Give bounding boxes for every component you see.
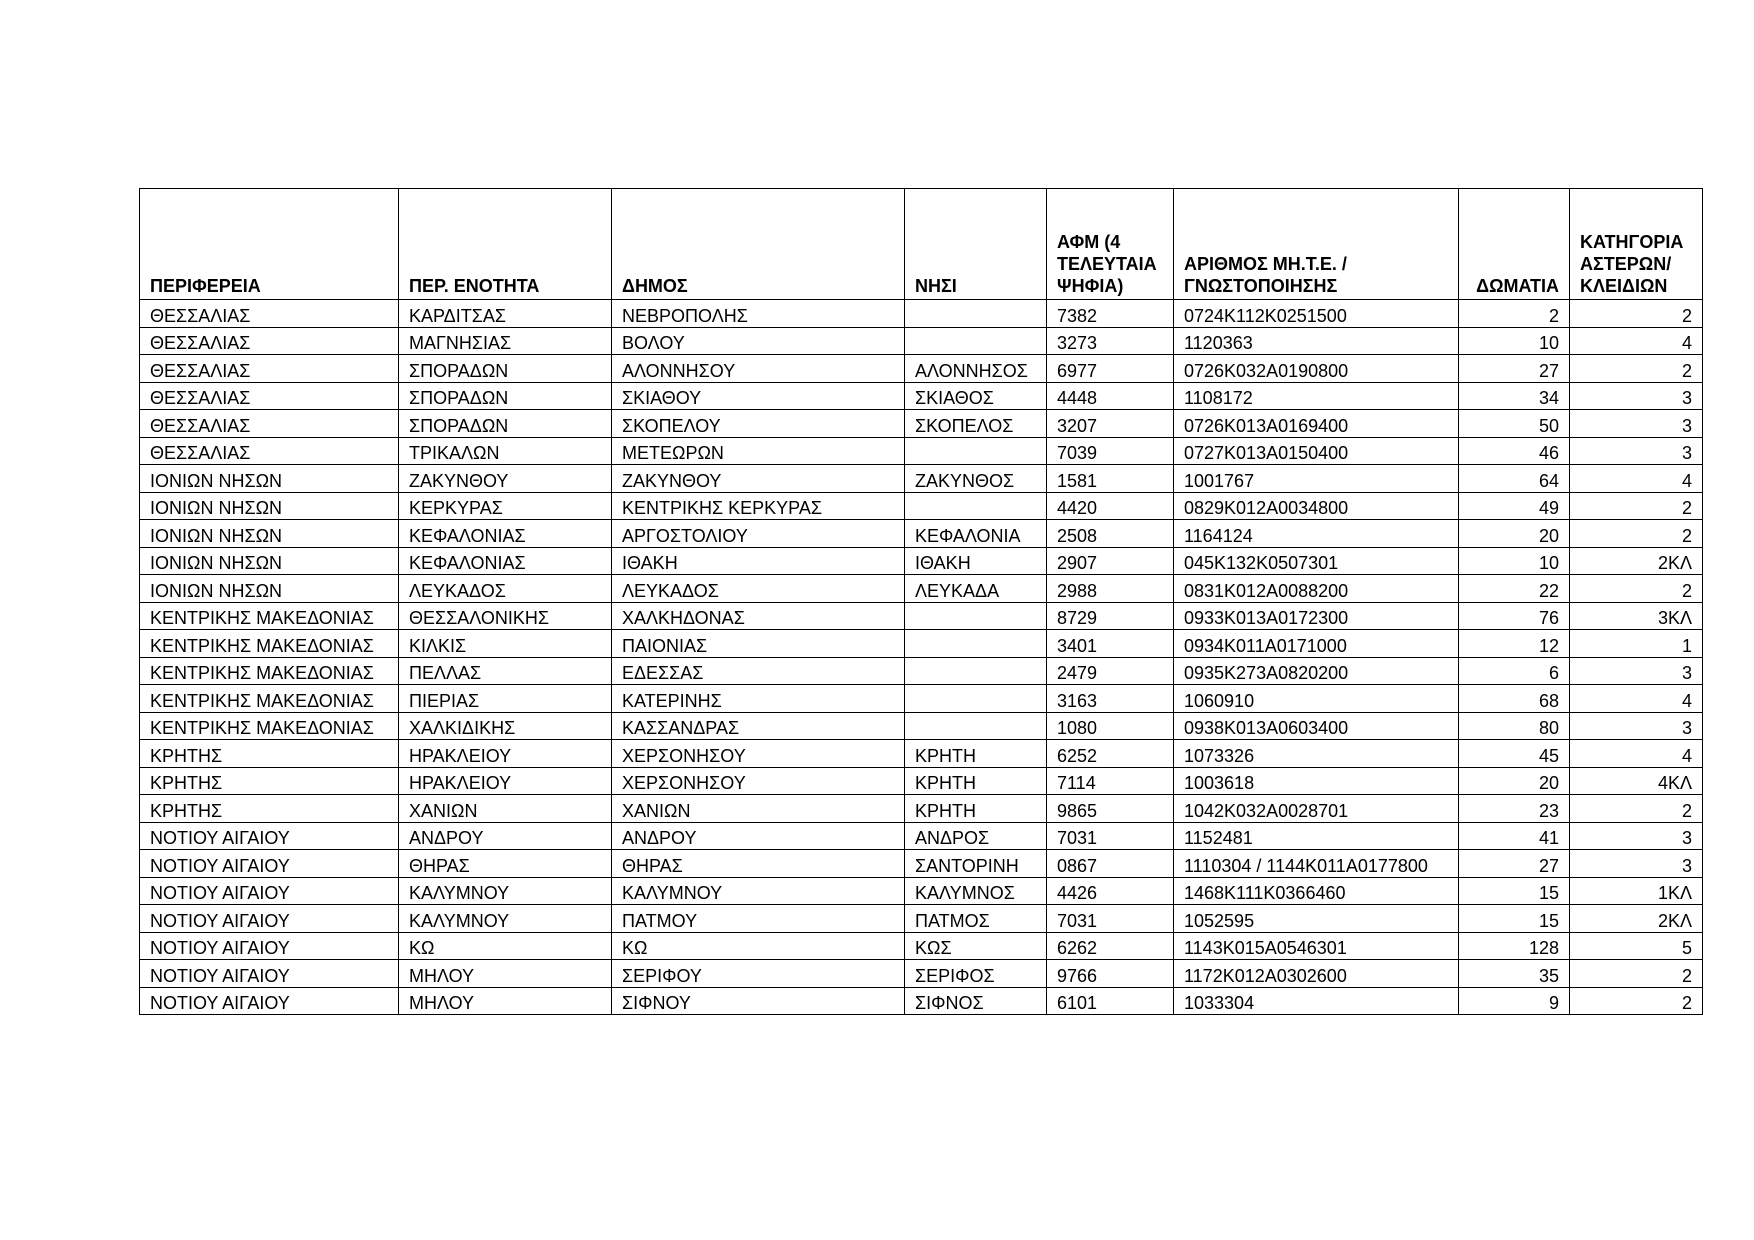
cell-nisi: ΣΚΙΑΘΟΣ — [905, 382, 1047, 410]
cell-per-enotita: ΚΙΛΚΙΣ — [399, 630, 612, 658]
cell-katigoria: 2 — [1570, 300, 1703, 328]
cell-dimos: ΚΑΣΣΑΝΔΡΑΣ — [612, 712, 905, 740]
cell-katigoria: 5 — [1570, 932, 1703, 960]
cell-katigoria: 2 — [1570, 987, 1703, 1015]
cell-mite-number: 1042K032A0028701 — [1174, 795, 1459, 823]
cell-katigoria: 1ΚΛ — [1570, 877, 1703, 905]
cell-nisi: ΙΘΑΚΗ — [905, 547, 1047, 575]
cell-dimos: ΜΕΤΕΩΡΩΝ — [612, 437, 905, 465]
cell-katigoria: 1 — [1570, 630, 1703, 658]
accommodation-table — [139, 188, 1703, 1015]
cell-katigoria: 2 — [1570, 795, 1703, 823]
table-row — [140, 877, 1703, 905]
cell-domatia: 49 — [1459, 492, 1570, 520]
cell-katigoria: 4 — [1570, 740, 1703, 768]
cell-per-enotita: ΜΗΛΟΥ — [399, 960, 612, 988]
cell-periferia: ΚΡΗΤΗΣ — [140, 740, 399, 768]
cell-nisi: ΚΡΗΤΗ — [905, 795, 1047, 823]
cell-periferia: ΝΟΤΙΟΥ ΑΙΓΑΙΟΥ — [140, 822, 399, 850]
cell-per-enotita: ΗΡΑΚΛΕΙΟΥ — [399, 740, 612, 768]
cell-afm: 9766 — [1047, 960, 1174, 988]
cell-afm: 7114 — [1047, 767, 1174, 795]
cell-mite-number: 0724K112K0251500 — [1174, 300, 1459, 328]
cell-per-enotita: ΧΑΝΙΩΝ — [399, 795, 612, 823]
cell-afm: 6977 — [1047, 355, 1174, 383]
cell-domatia: 15 — [1459, 877, 1570, 905]
cell-domatia: 6 — [1459, 657, 1570, 685]
cell-periferia: ΚΕΝΤΡΙΚΗΣ ΜΑΚΕΔΟΝΙΑΣ — [140, 602, 399, 630]
cell-periferia: ΙΟΝΙΩΝ ΝΗΣΩΝ — [140, 465, 399, 493]
cell-mite-number: 1143K015A0546301 — [1174, 932, 1459, 960]
cell-mite-number: 1073326 — [1174, 740, 1459, 768]
cell-mite-number: 1110304 / 1144K011A0177800 — [1174, 850, 1459, 878]
cell-domatia: 9 — [1459, 987, 1570, 1015]
cell-katigoria: 3 — [1570, 437, 1703, 465]
cell-domatia: 2 — [1459, 300, 1570, 328]
cell-per-enotita: ΘΗΡΑΣ — [399, 850, 612, 878]
cell-per-enotita: ΛΕΥΚΑΔΟΣ — [399, 575, 612, 603]
cell-afm: 2988 — [1047, 575, 1174, 603]
cell-dimos: ΒΟΛΟΥ — [612, 327, 905, 355]
cell-domatia: 64 — [1459, 465, 1570, 493]
cell-nisi: ΣΑΝΤΟΡΙΝΗ — [905, 850, 1047, 878]
cell-domatia: 12 — [1459, 630, 1570, 658]
cell-dimos: ΑΛΟΝΝΗΣΟΥ — [612, 355, 905, 383]
cell-per-enotita: ΚΕΡΚΥΡΑΣ — [399, 492, 612, 520]
cell-dimos: ΝΕΒΡΟΠΟΛΗΣ — [612, 300, 905, 328]
cell-mite-number: 0831K012A0088200 — [1174, 575, 1459, 603]
cell-dimos: ΧΑΛΚΗΔΟΝΑΣ — [612, 602, 905, 630]
cell-domatia: 10 — [1459, 327, 1570, 355]
cell-katigoria: 4 — [1570, 465, 1703, 493]
cell-mite-number: 0935K273A0820200 — [1174, 657, 1459, 685]
cell-dimos: ΠΑΙΟΝΙΑΣ — [612, 630, 905, 658]
cell-nisi: ΣΕΡΙΦΟΣ — [905, 960, 1047, 988]
cell-katigoria: 3 — [1570, 712, 1703, 740]
cell-periferia: ΚΕΝΤΡΙΚΗΣ ΜΑΚΕΔΟΝΙΑΣ — [140, 712, 399, 740]
cell-per-enotita: ΤΡΙΚΑΛΩΝ — [399, 437, 612, 465]
cell-mite-number: 0726K013A0169400 — [1174, 410, 1459, 438]
cell-domatia: 76 — [1459, 602, 1570, 630]
cell-per-enotita: ΚΕΦΑΛΟΝΙΑΣ — [399, 520, 612, 548]
table-row — [140, 575, 1703, 603]
cell-domatia: 41 — [1459, 822, 1570, 850]
cell-mite-number: 1468K111K0366460 — [1174, 877, 1459, 905]
table-body — [140, 300, 1703, 1015]
cell-periferia: ΙΟΝΙΩΝ ΝΗΣΩΝ — [140, 547, 399, 575]
cell-afm: 4426 — [1047, 877, 1174, 905]
table-row — [140, 382, 1703, 410]
cell-afm: 3273 — [1047, 327, 1174, 355]
cell-dimos: ΕΔΕΣΣΑΣ — [612, 657, 905, 685]
cell-nisi: ΑΝΔΡΟΣ — [905, 822, 1047, 850]
cell-domatia: 27 — [1459, 850, 1570, 878]
cell-dimos: ΣΕΡΙΦΟΥ — [612, 960, 905, 988]
cell-domatia: 50 — [1459, 410, 1570, 438]
cell-afm: 6101 — [1047, 987, 1174, 1015]
cell-katigoria: 2 — [1570, 575, 1703, 603]
table-row — [140, 905, 1703, 933]
cell-nisi — [905, 712, 1047, 740]
cell-nisi: ΚΩΣ — [905, 932, 1047, 960]
cell-katigoria: 2 — [1570, 492, 1703, 520]
cell-katigoria: 3 — [1570, 382, 1703, 410]
cell-mite-number: 1164124 — [1174, 520, 1459, 548]
cell-nisi — [905, 327, 1047, 355]
cell-domatia: 20 — [1459, 520, 1570, 548]
cell-afm: 7031 — [1047, 822, 1174, 850]
cell-domatia: 34 — [1459, 382, 1570, 410]
table-row — [140, 685, 1703, 713]
cell-afm: 6262 — [1047, 932, 1174, 960]
cell-periferia: ΝΟΤΙΟΥ ΑΙΓΑΙΟΥ — [140, 932, 399, 960]
cell-katigoria: 3 — [1570, 410, 1703, 438]
cell-afm: 4448 — [1047, 382, 1174, 410]
header-nisi: ΝΗΣΙ — [905, 189, 1047, 300]
cell-afm: 6252 — [1047, 740, 1174, 768]
cell-afm: 0867 — [1047, 850, 1174, 878]
cell-nisi: ΚΡΗΤΗ — [905, 767, 1047, 795]
cell-domatia: 128 — [1459, 932, 1570, 960]
cell-nisi: ΖΑΚΥΝΘΟΣ — [905, 465, 1047, 493]
cell-afm: 2508 — [1047, 520, 1174, 548]
table-row — [140, 960, 1703, 988]
cell-dimos: ΙΘΑΚΗ — [612, 547, 905, 575]
cell-katigoria: 4 — [1570, 327, 1703, 355]
cell-domatia: 15 — [1459, 905, 1570, 933]
cell-mite-number: 0938K013A0603400 — [1174, 712, 1459, 740]
cell-per-enotita: ΠΙΕΡΙΑΣ — [399, 685, 612, 713]
cell-periferia: ΘΕΣΣΑΛΙΑΣ — [140, 437, 399, 465]
cell-periferia: ΘΕΣΣΑΛΙΑΣ — [140, 382, 399, 410]
cell-nisi: ΚΑΛΥΜΝΟΣ — [905, 877, 1047, 905]
cell-mite-number: 0727K013A0150400 — [1174, 437, 1459, 465]
cell-periferia: ΚΕΝΤΡΙΚΗΣ ΜΑΚΕΔΟΝΙΑΣ — [140, 685, 399, 713]
cell-katigoria: 2ΚΛ — [1570, 547, 1703, 575]
table-row — [140, 602, 1703, 630]
cell-per-enotita: ΖΑΚΥΝΘΟΥ — [399, 465, 612, 493]
cell-periferia: ΘΕΣΣΑΛΙΑΣ — [140, 300, 399, 328]
cell-nisi: ΣΙΦΝΟΣ — [905, 987, 1047, 1015]
header-domatia: ΔΩΜΑΤΙΑ — [1459, 189, 1570, 300]
cell-domatia: 46 — [1459, 437, 1570, 465]
table-row — [140, 822, 1703, 850]
cell-dimos: ΘΗΡΑΣ — [612, 850, 905, 878]
cell-per-enotita: ΘΕΣΣΑΛΟΝΙΚΗΣ — [399, 602, 612, 630]
cell-mite-number: 0933K013A0172300 — [1174, 602, 1459, 630]
header-afm: ΑΦΜ (4 ΤΕΛΕΥΤΑΙΑ ΨΗΦΙΑ) — [1047, 189, 1174, 300]
cell-per-enotita: ΜΑΓΝΗΣΙΑΣ — [399, 327, 612, 355]
cell-periferia: ΙΟΝΙΩΝ ΝΗΣΩΝ — [140, 520, 399, 548]
cell-mite-number: 0726K032A0190800 — [1174, 355, 1459, 383]
cell-per-enotita: ΣΠΟΡΑΔΩΝ — [399, 355, 612, 383]
cell-dimos: ΣΚΟΠΕΛΟΥ — [612, 410, 905, 438]
cell-nisi: ΚΡΗΤΗ — [905, 740, 1047, 768]
cell-afm: 4420 — [1047, 492, 1174, 520]
cell-periferia: ΝΟΤΙΟΥ ΑΙΓΑΙΟΥ — [140, 960, 399, 988]
cell-domatia: 80 — [1459, 712, 1570, 740]
table-row — [140, 410, 1703, 438]
cell-katigoria: 2ΚΛ — [1570, 905, 1703, 933]
cell-dimos: ΚΕΝΤΡΙΚΗΣ ΚΕΡΚΥΡΑΣ — [612, 492, 905, 520]
cell-katigoria: 2 — [1570, 520, 1703, 548]
table-row — [140, 850, 1703, 878]
table-row — [140, 520, 1703, 548]
table-row — [140, 740, 1703, 768]
cell-mite-number: 1003618 — [1174, 767, 1459, 795]
cell-periferia: ΚΡΗΤΗΣ — [140, 795, 399, 823]
cell-mite-number: 1033304 — [1174, 987, 1459, 1015]
cell-periferia: ΚΕΝΤΡΙΚΗΣ ΜΑΚΕΔΟΝΙΑΣ — [140, 630, 399, 658]
cell-afm: 3207 — [1047, 410, 1174, 438]
cell-periferia: ΚΡΗΤΗΣ — [140, 767, 399, 795]
cell-nisi: ΛΕΥΚΑΔΑ — [905, 575, 1047, 603]
cell-periferia: ΘΕΣΣΑΛΙΑΣ — [140, 355, 399, 383]
cell-dimos: ΖΑΚΥΝΘΟΥ — [612, 465, 905, 493]
cell-afm: 1581 — [1047, 465, 1174, 493]
cell-afm: 7039 — [1047, 437, 1174, 465]
cell-domatia: 10 — [1459, 547, 1570, 575]
cell-dimos: ΣΙΦΝΟΥ — [612, 987, 905, 1015]
cell-afm: 1080 — [1047, 712, 1174, 740]
cell-afm: 3163 — [1047, 685, 1174, 713]
cell-periferia: ΙΟΝΙΩΝ ΝΗΣΩΝ — [140, 575, 399, 603]
cell-afm: 7031 — [1047, 905, 1174, 933]
cell-domatia: 22 — [1459, 575, 1570, 603]
cell-mite-number: 1172K012A0302600 — [1174, 960, 1459, 988]
cell-nisi — [905, 492, 1047, 520]
cell-periferia: ΝΟΤΙΟΥ ΑΙΓΑΙΟΥ — [140, 905, 399, 933]
cell-periferia: ΝΟΤΙΟΥ ΑΙΓΑΙΟΥ — [140, 987, 399, 1015]
cell-nisi — [905, 602, 1047, 630]
table-row — [140, 547, 1703, 575]
cell-dimos: ΚΑΛΥΜΝΟΥ — [612, 877, 905, 905]
cell-domatia: 45 — [1459, 740, 1570, 768]
cell-domatia: 27 — [1459, 355, 1570, 383]
cell-domatia: 35 — [1459, 960, 1570, 988]
table-row — [140, 987, 1703, 1015]
cell-mite-number: 1120363 — [1174, 327, 1459, 355]
cell-periferia: ΝΟΤΙΟΥ ΑΙΓΑΙΟΥ — [140, 850, 399, 878]
cell-per-enotita: ΑΝΔΡΟΥ — [399, 822, 612, 850]
cell-afm: 3401 — [1047, 630, 1174, 658]
cell-nisi — [905, 437, 1047, 465]
cell-nisi: ΠΑΤΜΟΣ — [905, 905, 1047, 933]
cell-dimos: ΧΑΝΙΩΝ — [612, 795, 905, 823]
cell-domatia: 23 — [1459, 795, 1570, 823]
cell-katigoria: 4 — [1570, 685, 1703, 713]
cell-katigoria: 4ΚΛ — [1570, 767, 1703, 795]
table-row — [140, 712, 1703, 740]
cell-periferia: ΙΟΝΙΩΝ ΝΗΣΩΝ — [140, 492, 399, 520]
table-row — [140, 492, 1703, 520]
cell-afm: 2479 — [1047, 657, 1174, 685]
cell-per-enotita: ΧΑΛΚΙΔΙΚΗΣ — [399, 712, 612, 740]
cell-dimos: ΧΕΡΣΟΝΗΣΟΥ — [612, 767, 905, 795]
table-row — [140, 437, 1703, 465]
header-mite-number: ΑΡΙΘΜΟΣ ΜΗ.Τ.Ε. / ΓΝΩΣΤΟΠΟΙΗΣΗΣ — [1174, 189, 1459, 300]
cell-per-enotita: ΚΑΡΔΙΤΣΑΣ — [399, 300, 612, 328]
cell-per-enotita: ΜΗΛΟΥ — [399, 987, 612, 1015]
cell-periferia: ΘΕΣΣΑΛΙΑΣ — [140, 410, 399, 438]
cell-afm: 8729 — [1047, 602, 1174, 630]
table-row — [140, 932, 1703, 960]
cell-mite-number: 1108172 — [1174, 382, 1459, 410]
cell-per-enotita: ΚΑΛΥΜΝΟΥ — [399, 905, 612, 933]
header-per-enotita: ΠΕΡ. ΕΝΟΤΗΤΑ — [399, 189, 612, 300]
cell-dimos: ΚΩ — [612, 932, 905, 960]
cell-per-enotita: ΚΩ — [399, 932, 612, 960]
cell-per-enotita: ΣΠΟΡΑΔΩΝ — [399, 410, 612, 438]
cell-dimos: ΣΚΙΑΘΟΥ — [612, 382, 905, 410]
table-row — [140, 355, 1703, 383]
cell-katigoria: 3 — [1570, 850, 1703, 878]
cell-dimos: ΑΝΔΡΟΥ — [612, 822, 905, 850]
cell-per-enotita: ΗΡΑΚΛΕΙΟΥ — [399, 767, 612, 795]
cell-katigoria: 3ΚΛ — [1570, 602, 1703, 630]
cell-katigoria: 3 — [1570, 657, 1703, 685]
cell-per-enotita: ΚΑΛΥΜΝΟΥ — [399, 877, 612, 905]
cell-katigoria: 3 — [1570, 822, 1703, 850]
cell-mite-number: 045K132K0507301 — [1174, 547, 1459, 575]
cell-afm: 7382 — [1047, 300, 1174, 328]
cell-domatia: 68 — [1459, 685, 1570, 713]
cell-periferia: ΘΕΣΣΑΛΙΑΣ — [140, 327, 399, 355]
cell-mite-number: 1052595 — [1174, 905, 1459, 933]
table-row — [140, 657, 1703, 685]
header-dimos: ΔΗΜΟΣ — [612, 189, 905, 300]
table-header-row — [140, 189, 1703, 300]
cell-nisi — [905, 657, 1047, 685]
cell-katigoria: 2 — [1570, 960, 1703, 988]
cell-per-enotita: ΚΕΦΑΛΟΝΙΑΣ — [399, 547, 612, 575]
cell-afm: 9865 — [1047, 795, 1174, 823]
cell-domatia: 20 — [1459, 767, 1570, 795]
cell-nisi — [905, 300, 1047, 328]
document-sheet — [139, 188, 1703, 1015]
header-katigoria: ΚΑΤΗΓΟΡΙΑ ΑΣΤΕΡΩΝ/ ΚΛΕΙΔΙΩΝ — [1570, 189, 1703, 300]
table-row — [140, 300, 1703, 328]
cell-katigoria: 2 — [1570, 355, 1703, 383]
header-periferia: ΠΕΡΙΦΕΡΕΙΑ — [140, 189, 399, 300]
cell-mite-number: 1001767 — [1174, 465, 1459, 493]
cell-mite-number: 1152481 — [1174, 822, 1459, 850]
cell-nisi — [905, 630, 1047, 658]
cell-dimos: ΛΕΥΚΑΔΟΣ — [612, 575, 905, 603]
cell-periferia: ΝΟΤΙΟΥ ΑΙΓΑΙΟΥ — [140, 877, 399, 905]
cell-dimos: ΚΑΤΕΡΙΝΗΣ — [612, 685, 905, 713]
cell-mite-number: 0934K011A0171000 — [1174, 630, 1459, 658]
table-row — [140, 327, 1703, 355]
table-row — [140, 767, 1703, 795]
cell-periferia: ΚΕΝΤΡΙΚΗΣ ΜΑΚΕΔΟΝΙΑΣ — [140, 657, 399, 685]
cell-per-enotita: ΣΠΟΡΑΔΩΝ — [399, 382, 612, 410]
table-row — [140, 795, 1703, 823]
cell-nisi: ΣΚΟΠΕΛΟΣ — [905, 410, 1047, 438]
table-row — [140, 465, 1703, 493]
cell-nisi: ΑΛΟΝΝΗΣΟΣ — [905, 355, 1047, 383]
cell-dimos: ΑΡΓΟΣΤΟΛΙΟΥ — [612, 520, 905, 548]
cell-nisi — [905, 685, 1047, 713]
table-row — [140, 630, 1703, 658]
cell-mite-number: 1060910 — [1174, 685, 1459, 713]
cell-per-enotita: ΠΕΛΛΑΣ — [399, 657, 612, 685]
cell-dimos: ΠΑΤΜΟΥ — [612, 905, 905, 933]
cell-dimos: ΧΕΡΣΟΝΗΣΟΥ — [612, 740, 905, 768]
cell-nisi: ΚΕΦΑΛΟΝΙΑ — [905, 520, 1047, 548]
cell-afm: 2907 — [1047, 547, 1174, 575]
cell-mite-number: 0829K012A0034800 — [1174, 492, 1459, 520]
